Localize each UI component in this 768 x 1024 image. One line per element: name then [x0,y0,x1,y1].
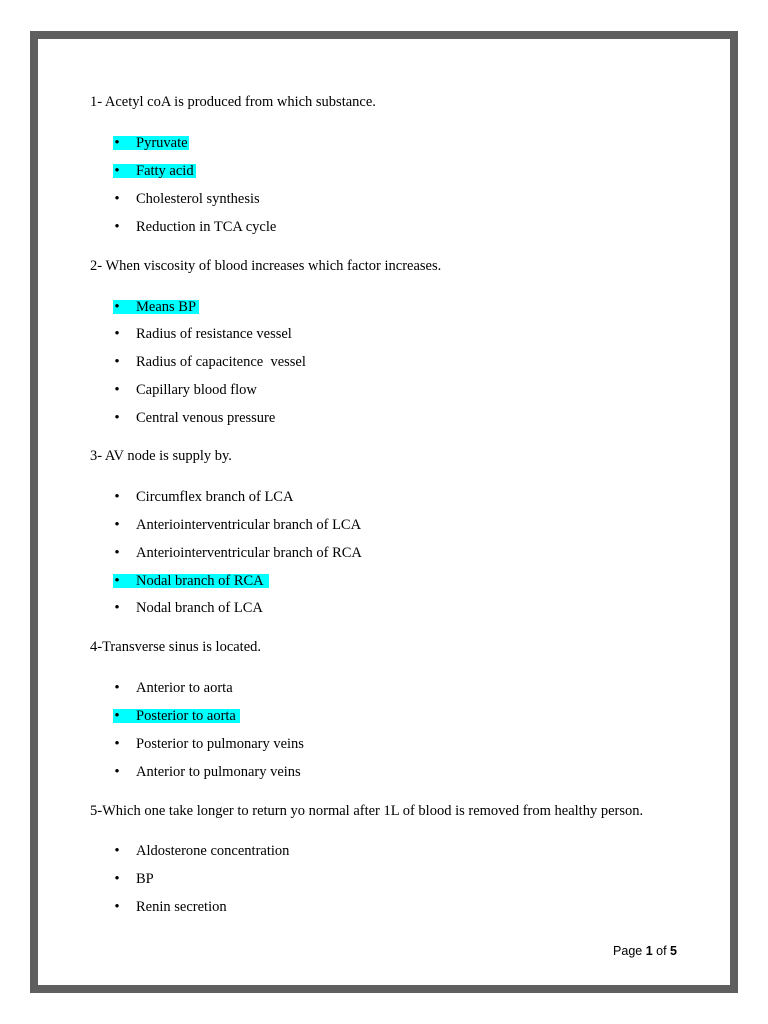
question-4-option-1 [0,679,768,697]
question-3-option-1 [0,488,768,506]
question-4-text: 4-Transverse sinus is located. [90,639,262,655]
bullet-icon: • [114,299,120,315]
question-3-text: 3- AV node is supply by. [90,448,232,464]
question-2-option-5 [0,409,768,427]
bullet-icon: • [114,573,120,589]
bullet-icon: • [114,219,120,235]
bullet-icon: • [114,708,120,724]
question-5-option-2 [0,870,768,888]
option-label: Reduction in TCA cycle [136,219,277,235]
question-3-option-5 [0,599,768,617]
bullet-icon: • [114,163,120,179]
option-label: Fatty acid [136,163,194,179]
bullet-icon: • [114,326,120,342]
bullet-icon: • [114,191,120,207]
question-5-option-1 [0,842,768,860]
question-1-text: 1- Acetyl coA is produced from which substance. [90,94,376,110]
bullet-icon: • [114,545,120,561]
option-label: Radius of capacitence vessel [136,354,306,370]
option-label: Nodal branch of LCA [136,600,263,616]
page-word: Page [613,944,646,958]
option-label: Anterior to aorta [136,680,233,696]
question-1-option-2 [0,162,768,180]
bullet-icon: • [114,410,120,426]
bullet-icon: • [114,843,120,859]
question-1-option-1 [0,134,768,152]
question-2-option-3 [0,353,768,371]
option-label: Nodal branch of RCA [136,573,264,589]
page-number-footer [613,944,677,958]
bullet-icon: • [114,871,120,887]
bullet-icon: • [114,382,120,398]
question-2-text: 2- When viscosity of blood increases which factor increases. [90,258,442,274]
bullet-icon: • [114,736,120,752]
question-5-text: 5-Which one take longer to return yo normal after 1L of blood is removed from healthy person. [90,803,644,819]
question-5-option-3 [0,898,768,916]
bullet-icon: • [114,600,120,616]
option-label: Anteriointerventricular branch of LCA [136,517,362,533]
question-4-option-4 [0,763,768,781]
question-3-option-3 [0,544,768,562]
question-3-option-2 [0,516,768,534]
option-label: Anterior to pulmonary veins [136,764,301,780]
question-4-option-3 [0,735,768,753]
option-label: Posterior to pulmonary veins [136,736,304,752]
option-label: Renin secretion [136,899,227,915]
option-label: Anteriointerventricular branch of RCA [136,545,362,561]
question-1-option-4 [0,218,768,236]
option-label: Circumflex branch of LCA [136,489,294,505]
option-label: BP [136,871,154,887]
option-label: Pyruvate [136,135,188,151]
question-4-option-2 [0,707,768,725]
bullet-icon: • [114,135,120,151]
question-3-option-4 [0,572,768,590]
option-label: Cholesterol synthesis [136,191,260,207]
option-label: Posterior to aorta [136,708,236,724]
bullet-icon: • [114,517,120,533]
option-label: Means BP [136,299,197,315]
bullet-icon: • [114,899,120,915]
question-1-option-3 [0,190,768,208]
bullet-icon: • [114,680,120,696]
option-label: Aldosterone concentration [136,843,290,859]
question-2-option-1 [0,298,768,316]
of-word: of [652,944,671,958]
current-page-number: 1 [645,944,653,958]
question-2-option-4 [0,381,768,399]
option-label: Capillary blood flow [136,382,257,398]
bullet-icon: • [114,354,120,370]
bullet-icon: • [114,764,120,780]
question-2-option-2 [0,325,768,343]
bullet-icon: • [114,489,120,505]
option-label: Central venous pressure [136,410,276,426]
total-pages-number: 5 [670,944,677,958]
option-label: Radius of resistance vessel [136,326,292,342]
